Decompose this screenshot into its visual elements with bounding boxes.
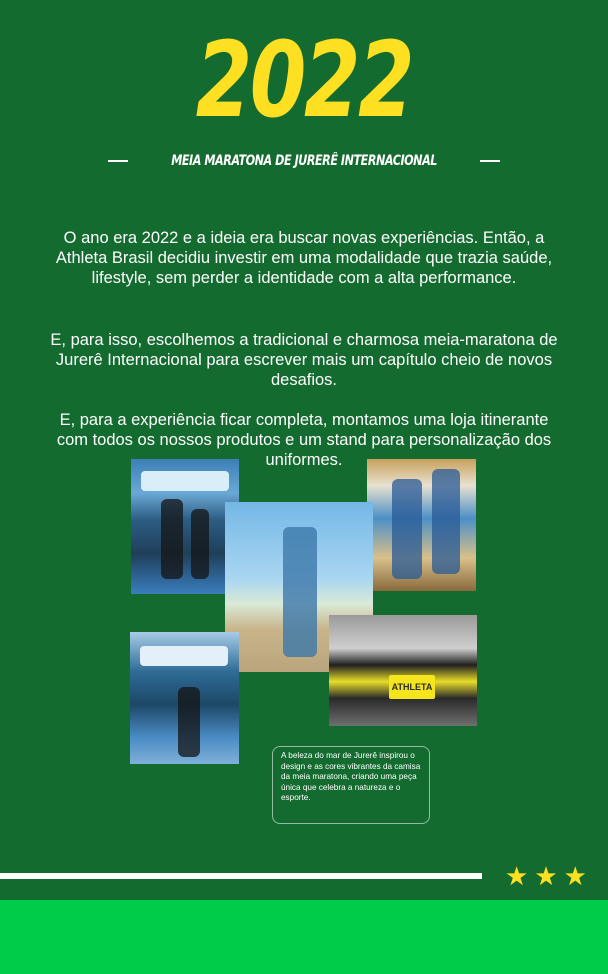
subtitle-row	[0, 150, 608, 172]
subtitle-right-line	[480, 160, 500, 162]
photo-store-front	[329, 615, 477, 726]
photo-runners-group	[367, 459, 476, 591]
year-heading: 2022	[195, 19, 413, 141]
store-sign: ATHLETA	[389, 675, 435, 699]
star-icon: ★	[534, 861, 558, 891]
footer-band	[0, 900, 608, 974]
photo-runner-figure	[283, 527, 317, 657]
star-icon: ★	[505, 861, 529, 891]
photo-banner-shape	[140, 646, 228, 666]
white-divider-bar	[0, 873, 482, 879]
photo-runner-figure	[432, 469, 460, 574]
photo-caption: A beleza do mar de Jurerê inspirou o design e as cores vibrantes da camisa da meia maratona, criando uma peça única que celebra a natureza e o esporte.	[272, 746, 430, 824]
subtitle-left-line	[108, 160, 128, 162]
event-subtitle: MEIA MARATONA DE JURERÊ INTERNACIONAL	[171, 153, 437, 169]
paragraph-store: E, para a experiência ficar completa, montamos uma loja itinerante com todos os nossos produtos e um stand para personalização dos uniformes.	[56, 410, 552, 469]
paragraph-event: E, para isso, escolhemos a tradicional e charmosa meia-maratona de Jurerê Internacional para escrever mais um capítulo cheio de novos desafios.	[50, 330, 558, 389]
photo-runner-figure	[178, 687, 200, 757]
photo-banner-shape	[141, 471, 229, 491]
photo-race-start	[131, 459, 239, 594]
stars-decoration	[505, 858, 605, 894]
photo-finish-line	[130, 632, 239, 764]
paragraph-intro: O ano era 2022 e a ideia era buscar novas experiências. Então, a Athleta Brasil decidiu investir em uma modalidade que trazia saúde, lifestyle, sem perder a identidade com a alta performance.	[55, 228, 553, 287]
photo-runner-figure	[161, 499, 183, 579]
photo-runner-figure	[191, 509, 209, 579]
photo-runner-figure	[392, 479, 422, 579]
star-icon: ★	[563, 861, 587, 891]
